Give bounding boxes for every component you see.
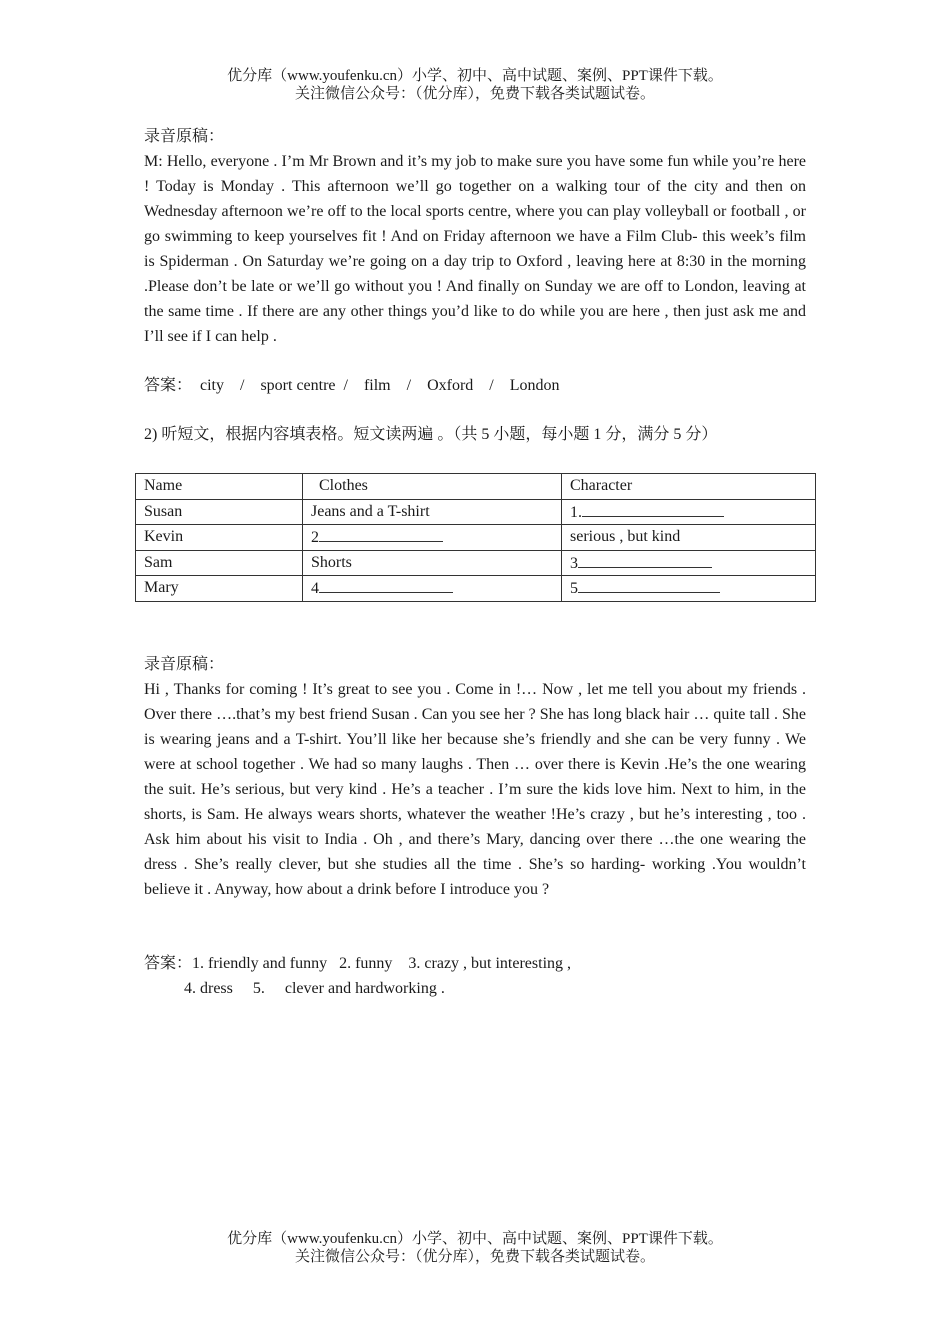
section2-answer-line-2: 4. dress 5. clever and hardworking . — [144, 980, 445, 997]
section1-answer: 答案： city / sport centre / film / Oxford / London — [144, 377, 560, 394]
table-cell-character: serious , but kind — [562, 525, 816, 551]
blank-number: 4 — [311, 580, 319, 598]
blank-number: 1. — [570, 503, 582, 521]
table-header-clothes — [303, 474, 562, 500]
table-cell-name: Sam — [136, 550, 303, 576]
answer-blank — [582, 502, 724, 517]
section2-transcript-block — [144, 652, 806, 902]
answer-blank — [578, 578, 720, 593]
section2-answer-block — [144, 951, 806, 1001]
footer-line-2: 关注微信公众号：（优分库），免费下载各类试题试卷。 — [294, 1249, 655, 1265]
table-cell-character — [562, 499, 816, 525]
table-cell-clothes: Jeans and a T-shirt — [303, 499, 562, 525]
table-row — [136, 499, 816, 525]
blank-number: 3 — [570, 554, 578, 572]
table-row — [136, 576, 816, 602]
table-header-character: Character — [562, 474, 816, 500]
table-row — [136, 525, 816, 551]
page-footer — [0, 1230, 950, 1266]
character-table — [135, 473, 816, 602]
table-cell-clothes — [303, 525, 562, 551]
table-header-name: Name — [136, 474, 303, 500]
blank-number: 2 — [311, 529, 319, 547]
header-line-1: 优分库（www.youfenku.cn）小学、初中、高中试题、案例、PPT课件下载。 — [227, 68, 723, 84]
footer-line-1: 优分库（www.youfenku.cn）小学、初中、高中试题、案例、PPT课件下载。 — [227, 1231, 723, 1247]
answer-blank — [319, 527, 443, 542]
table-cell-name: Kevin — [136, 525, 303, 551]
header-line-2: 关注微信公众号：（优分库），免费下载各类试题试卷。 — [294, 86, 655, 102]
table-cell-character — [562, 550, 816, 576]
table-header-row — [136, 474, 816, 500]
section2-answer-line-1: 答案：1. friendly and funny 2. funny 3. crazy , but interesting , — [144, 955, 572, 972]
answer-blank — [319, 578, 453, 593]
table-header-clothes-text: Clothes — [311, 477, 368, 495]
answer-blank — [578, 553, 712, 568]
section2-transcript-text: Hi , Thanks for coming ! It’s great to see you . Come in !… Now , let me tell you about my friends . Over there ….that’s my best friend Susan . Can you see her ? She has long black hair … quite tall . She is wearing jeans and a T-shirt. You’ll like her because she’s friendly and she can be very funny . We were at school together . We had so many laughs . Then … over there is Kevin .He’s the one wearing the suit. He’s serious, but very kind . He’s a teacher . I’m sure the kids love him. Next to him, in the shorts, is Sam. He always wears shorts, whatever the weather !He’s crazy , but he’s interesting , too . Ask him about his visit to India . Oh , and there’s Mary, dancing over there …the one wearing the dress . She’s really clever, but she studies all the time . She’s so harding- working .You wouldn’t believe it . Anyway, how about a drink before I introduce you ? — [144, 681, 806, 898]
table-row — [136, 550, 816, 576]
table-cell-clothes — [303, 576, 562, 602]
page-header — [0, 67, 950, 103]
section1-transcript-block — [144, 124, 806, 349]
table-cell-character — [562, 576, 816, 602]
table-cell-clothes: Shorts — [303, 550, 562, 576]
section2-instruction: 2) 听短文，根据内容填表格。短文读两遍 。（共 5 小题，每小题 1 分，满分 5 分） — [144, 426, 718, 443]
section2-transcript-label: 录音原稿： — [144, 656, 225, 673]
table-cell-name: Mary — [136, 576, 303, 602]
blank-number: 5 — [570, 580, 578, 598]
section1-transcript-label: 录音原稿： — [144, 128, 225, 145]
section1-transcript-text: M: Hello, everyone . I’m Mr Brown and it’s my job to make sure you have some fun while you’re here ! Today is Monday . This afternoon we’ll go together on a walking tour of the city and then on Wednesday afternoon we’re off to the local sports centre, where you can play volleyball or football , or go swimming to keep yourselves fit ! And on Friday afternoon we have a Film Club- this week’s film is Spiderman . On Saturday we’re going on a day trip to Oxford , leaving here at 8:30 in the morning .Please don’t be late or we’ll go without you ! And finally on Sunday we are off to London, leaving at the same time . If there are any other things you’d like to do while you are here , then just ask me and I’ll see if I can help . — [144, 153, 806, 345]
table-cell-name: Susan — [136, 499, 303, 525]
